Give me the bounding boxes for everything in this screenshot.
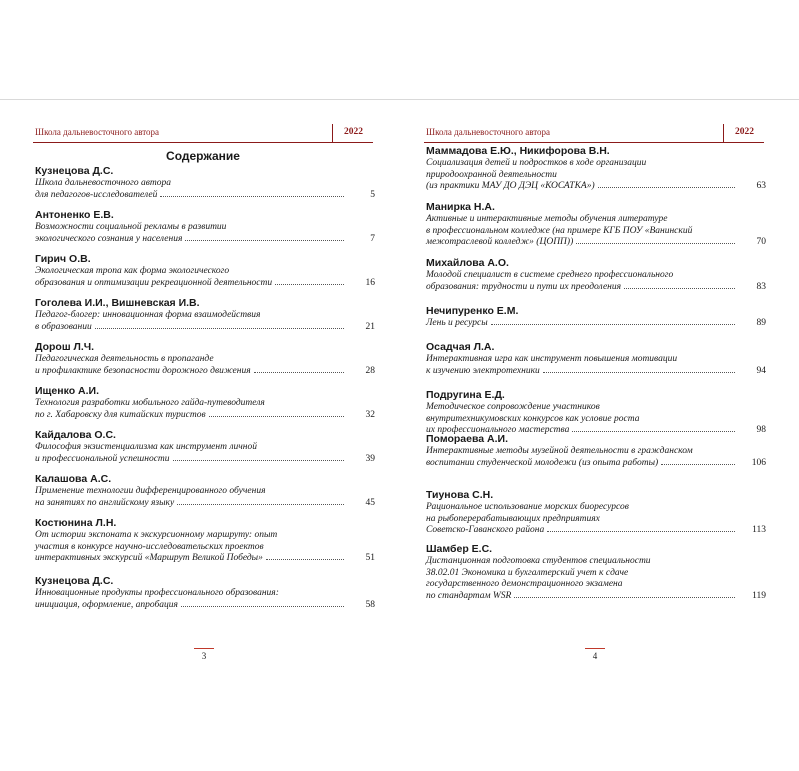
entry-title-text: к изучению электротехники [426,365,540,376]
dot-leader [661,464,735,465]
entry-author: Кузнецова Д.С. [35,165,114,177]
entry-title-line-last [426,318,766,330]
entry-author: Костюнина Л.Н. [35,517,117,529]
entry-page-number: 45 [365,497,375,508]
entry-page-number: 119 [752,590,766,601]
entry-author: Гирич О.В. [35,253,91,265]
entry-title-line: Инновационные продукты профессионального образования: [35,588,279,598]
entry-title-text: по г. Хабаровску для китайских туристов [35,409,206,420]
toc-entry[interactable] [35,429,375,465]
footer-rule [194,648,214,649]
dot-leader [177,504,344,505]
entry-author: Подругина Е.Д. [426,389,505,401]
dot-leader [572,431,735,432]
page-number: 4 [592,651,598,661]
entry-title-text: образования и оптимизации рекреационной деятельности [35,277,273,288]
entry-title-text: Лень и ресурсы [426,318,488,328]
dot-leader [491,324,735,325]
toc-entry[interactable] [426,201,766,249]
dot-leader [160,196,344,197]
entry-title-text: экологического сознания у населения [35,233,183,244]
running-header [33,124,373,143]
right-page [424,124,766,601]
entry-title-line: внутритехникумовских конкурсов как условие роста [426,413,640,424]
toc-entry[interactable] [35,473,375,509]
entry-title-line-last [35,277,375,290]
entry-author: Калашова А.С. [35,473,112,485]
entry-author: Кузнецова Д.С. [35,575,114,587]
dot-leader [598,187,735,188]
header-divider [332,124,333,142]
header-title: Школа дальневосточного автора [35,127,160,137]
entry-page-number: 32 [365,409,375,420]
page-number: 3 [201,651,207,661]
entry-title-line: участия в конкурсе научно-исследовательских проектов [35,541,264,552]
dot-leader [181,606,344,607]
entry-title-line: 38.02.01 Экономика и бухгалтерский учет к сдаче [426,567,629,578]
entry-page-number: 94 [756,365,766,376]
dot-leader [543,372,735,373]
left-page [33,124,375,610]
entry-title-text: и профессиональной успешности [35,453,170,464]
toc-entry[interactable] [426,433,766,469]
entry-title-line-last [35,365,375,378]
toc-entry[interactable] [426,543,766,602]
entry-author: Ищенко А.И. [35,385,99,397]
entry-page-number: 28 [365,365,375,376]
footer-rule [585,648,605,649]
entry-author: Шамбер Е.С. [426,543,493,555]
header-title: Школа дальневосточного автора [426,127,551,137]
page-footer-right [585,648,605,661]
entry-author: Поморaева А.И. [426,433,508,445]
entry-title-line: Методическое сопровождение участников [426,402,600,412]
entry-title-text: (из практики МАУ ДО ДЭЦ «КОСАТКА») [426,181,595,191]
entry-page-number: 51 [365,553,375,563]
entry-title-line: Педагог-блогер: инновационная форма взаимодействия [35,310,261,320]
entry-author: Антоненко Е.В. [35,209,114,221]
header-year: 2022 [735,127,754,137]
entry-title-text: по стандартам WSR [426,590,512,601]
entry-author: Нечипуренко Е.М. [426,305,519,317]
entry-title-text: для педагогов-исследователей [35,189,158,200]
top-border-line [0,99,799,100]
entry-title-line-last [426,457,766,470]
entry-author: Тиунова С.Н. [426,489,494,501]
entry-title-line: Интерактивные методы музейной деятельности в гражданском [426,446,693,456]
entry-title-line: Педагогическая деятельность в пропаганде [35,354,214,364]
entry-page-number: 89 [756,318,766,328]
dot-leader [266,559,344,560]
toc-entry[interactable] [35,297,375,333]
toc-entry[interactable] [35,385,375,421]
entry-page-number: 39 [365,453,375,464]
header-divider [723,124,724,142]
entry-title-text: интерактивных экскурсий «Маршрут Великой Победы» [35,553,263,563]
entry-page-number: 70 [756,237,766,247]
entry-page-number: 21 [365,321,375,332]
dot-leader [576,243,735,244]
entry-title-line-last [35,189,375,202]
entry-page-number: 58 [365,599,375,610]
entry-page-number: 63 [756,181,766,191]
page-footer-left [194,648,214,661]
entry-title-line: природоохранной деятельности [426,169,557,180]
toc-entry[interactable] [35,575,375,611]
entry-page-number: 7 [370,233,375,244]
toc-entry[interactable] [35,517,375,565]
entry-author: Осадчая Л.А. [426,341,495,353]
entry-page-number: 106 [751,457,766,468]
entry-title-text: на занятиях по английскому языку [35,497,175,508]
entry-title-line-last [426,181,766,193]
entry-title-text: и профилактике безопасности дорожного движения [35,365,251,376]
entry-title-line: Активные и интерактивные методы обучения литературе [426,214,668,224]
entry-title-line-last [35,553,375,565]
dot-leader [209,416,344,417]
entry-author: Дорош Л.Ч. [35,341,95,353]
entry-title-line: государственного демонстрационного экзамена [426,579,623,589]
toc-entry[interactable] [426,489,766,537]
entry-title-line-last [426,237,766,249]
entry-title-line-last [35,497,375,510]
entry-title-text: инициация, оформление, апробация [35,599,178,610]
dot-leader [173,460,344,461]
toc-entry[interactable] [426,257,766,293]
entry-title-line: Школа дальневосточного автора [35,178,171,188]
entry-title-line: Технология разработки мобильного гайда-путеводителя [35,398,265,408]
entry-title-line: Применение технологии дифференцированного обучения [35,486,266,496]
entry-title-line-last [35,321,375,334]
entry-page-number: 5 [370,189,375,200]
entry-title-line: Возможности социальной рекламы в развитии [35,222,227,232]
toc-entry[interactable] [426,145,766,193]
entry-title-line: Рациональное использование морских биоресурсов [426,502,629,512]
entry-author: Михайлова А.О. [426,257,509,269]
entry-title-line-last [426,525,766,537]
entry-page-number: 83 [756,281,766,292]
entry-title-text: их профессионального мастерства [426,425,570,435]
toc-entry[interactable] [35,253,375,289]
entry-title-line-last [426,590,766,603]
toc-entry[interactable] [35,165,375,201]
entry-title-line: на рыбоперерабатывающих предприятиях [426,513,600,524]
entry-title-line: Философия экзистенциализма как инструмент личной [35,442,257,452]
entry-author: Кайдалова О.С. [35,429,116,441]
toc-entry[interactable] [426,305,766,330]
entry-title-line: Экологическая тропа как форма экологического [35,266,230,276]
toc-entry[interactable] [35,341,375,377]
entry-title-line-last [35,453,375,466]
toc-heading: Содержание [166,149,240,163]
dot-leader [185,240,344,241]
entry-title-line: Интерактивная игра как инструмент повышения мотивации [426,354,678,364]
entry-author: Маммадова Е.Ю., Никифорова В.Н. [426,145,610,157]
entry-title-line: Молодой специалист в системе среднего профессионального [426,270,674,280]
entry-page-number: 16 [365,277,375,288]
entry-page-number: 113 [752,525,766,535]
entry-author: Манирка Н.А. [426,201,495,213]
entry-author: Гоголева И.И., Вишневская И.В. [35,297,200,309]
toc-entry[interactable] [426,389,766,437]
entry-title-line-last [426,365,766,378]
entry-title-text: образования: трудности и пути их преодоления [426,281,622,292]
entry-title-text: в образовании [35,321,92,332]
entry-title-text: воспитании студенческой молодежи (из опыта работы) [426,457,659,468]
entry-title-text: Советско-Гаванского района [426,525,545,535]
entry-title-line-last [35,599,375,612]
entry-title-text: межотраслевой колледж» (ЦОПП)) [426,237,574,247]
toc-entry[interactable] [35,209,375,245]
dot-leader [254,372,344,373]
entry-title-line-last [35,233,375,246]
entry-title-line: От истории экспоната к экскурсионному маршруту: опыт [35,530,278,540]
entry-page-number: 98 [756,425,766,435]
running-header [424,124,764,143]
entry-title-line-last [426,281,766,294]
dot-leader [95,328,344,329]
dot-leader [514,597,735,598]
entry-title-line: Дистанционная подготовка студентов специальности [426,556,651,566]
dot-leader [624,288,735,289]
entry-title-line: в профессиональном колледже (на примере КГБ ПОУ «Ванинский [426,225,693,236]
toc-entry[interactable] [426,341,766,377]
entry-title-line: Социализация детей и подростков в ходе организации [426,158,647,168]
header-year: 2022 [344,127,363,137]
dot-leader [275,284,344,285]
dot-leader [547,531,735,532]
entry-title-line-last [35,409,375,422]
